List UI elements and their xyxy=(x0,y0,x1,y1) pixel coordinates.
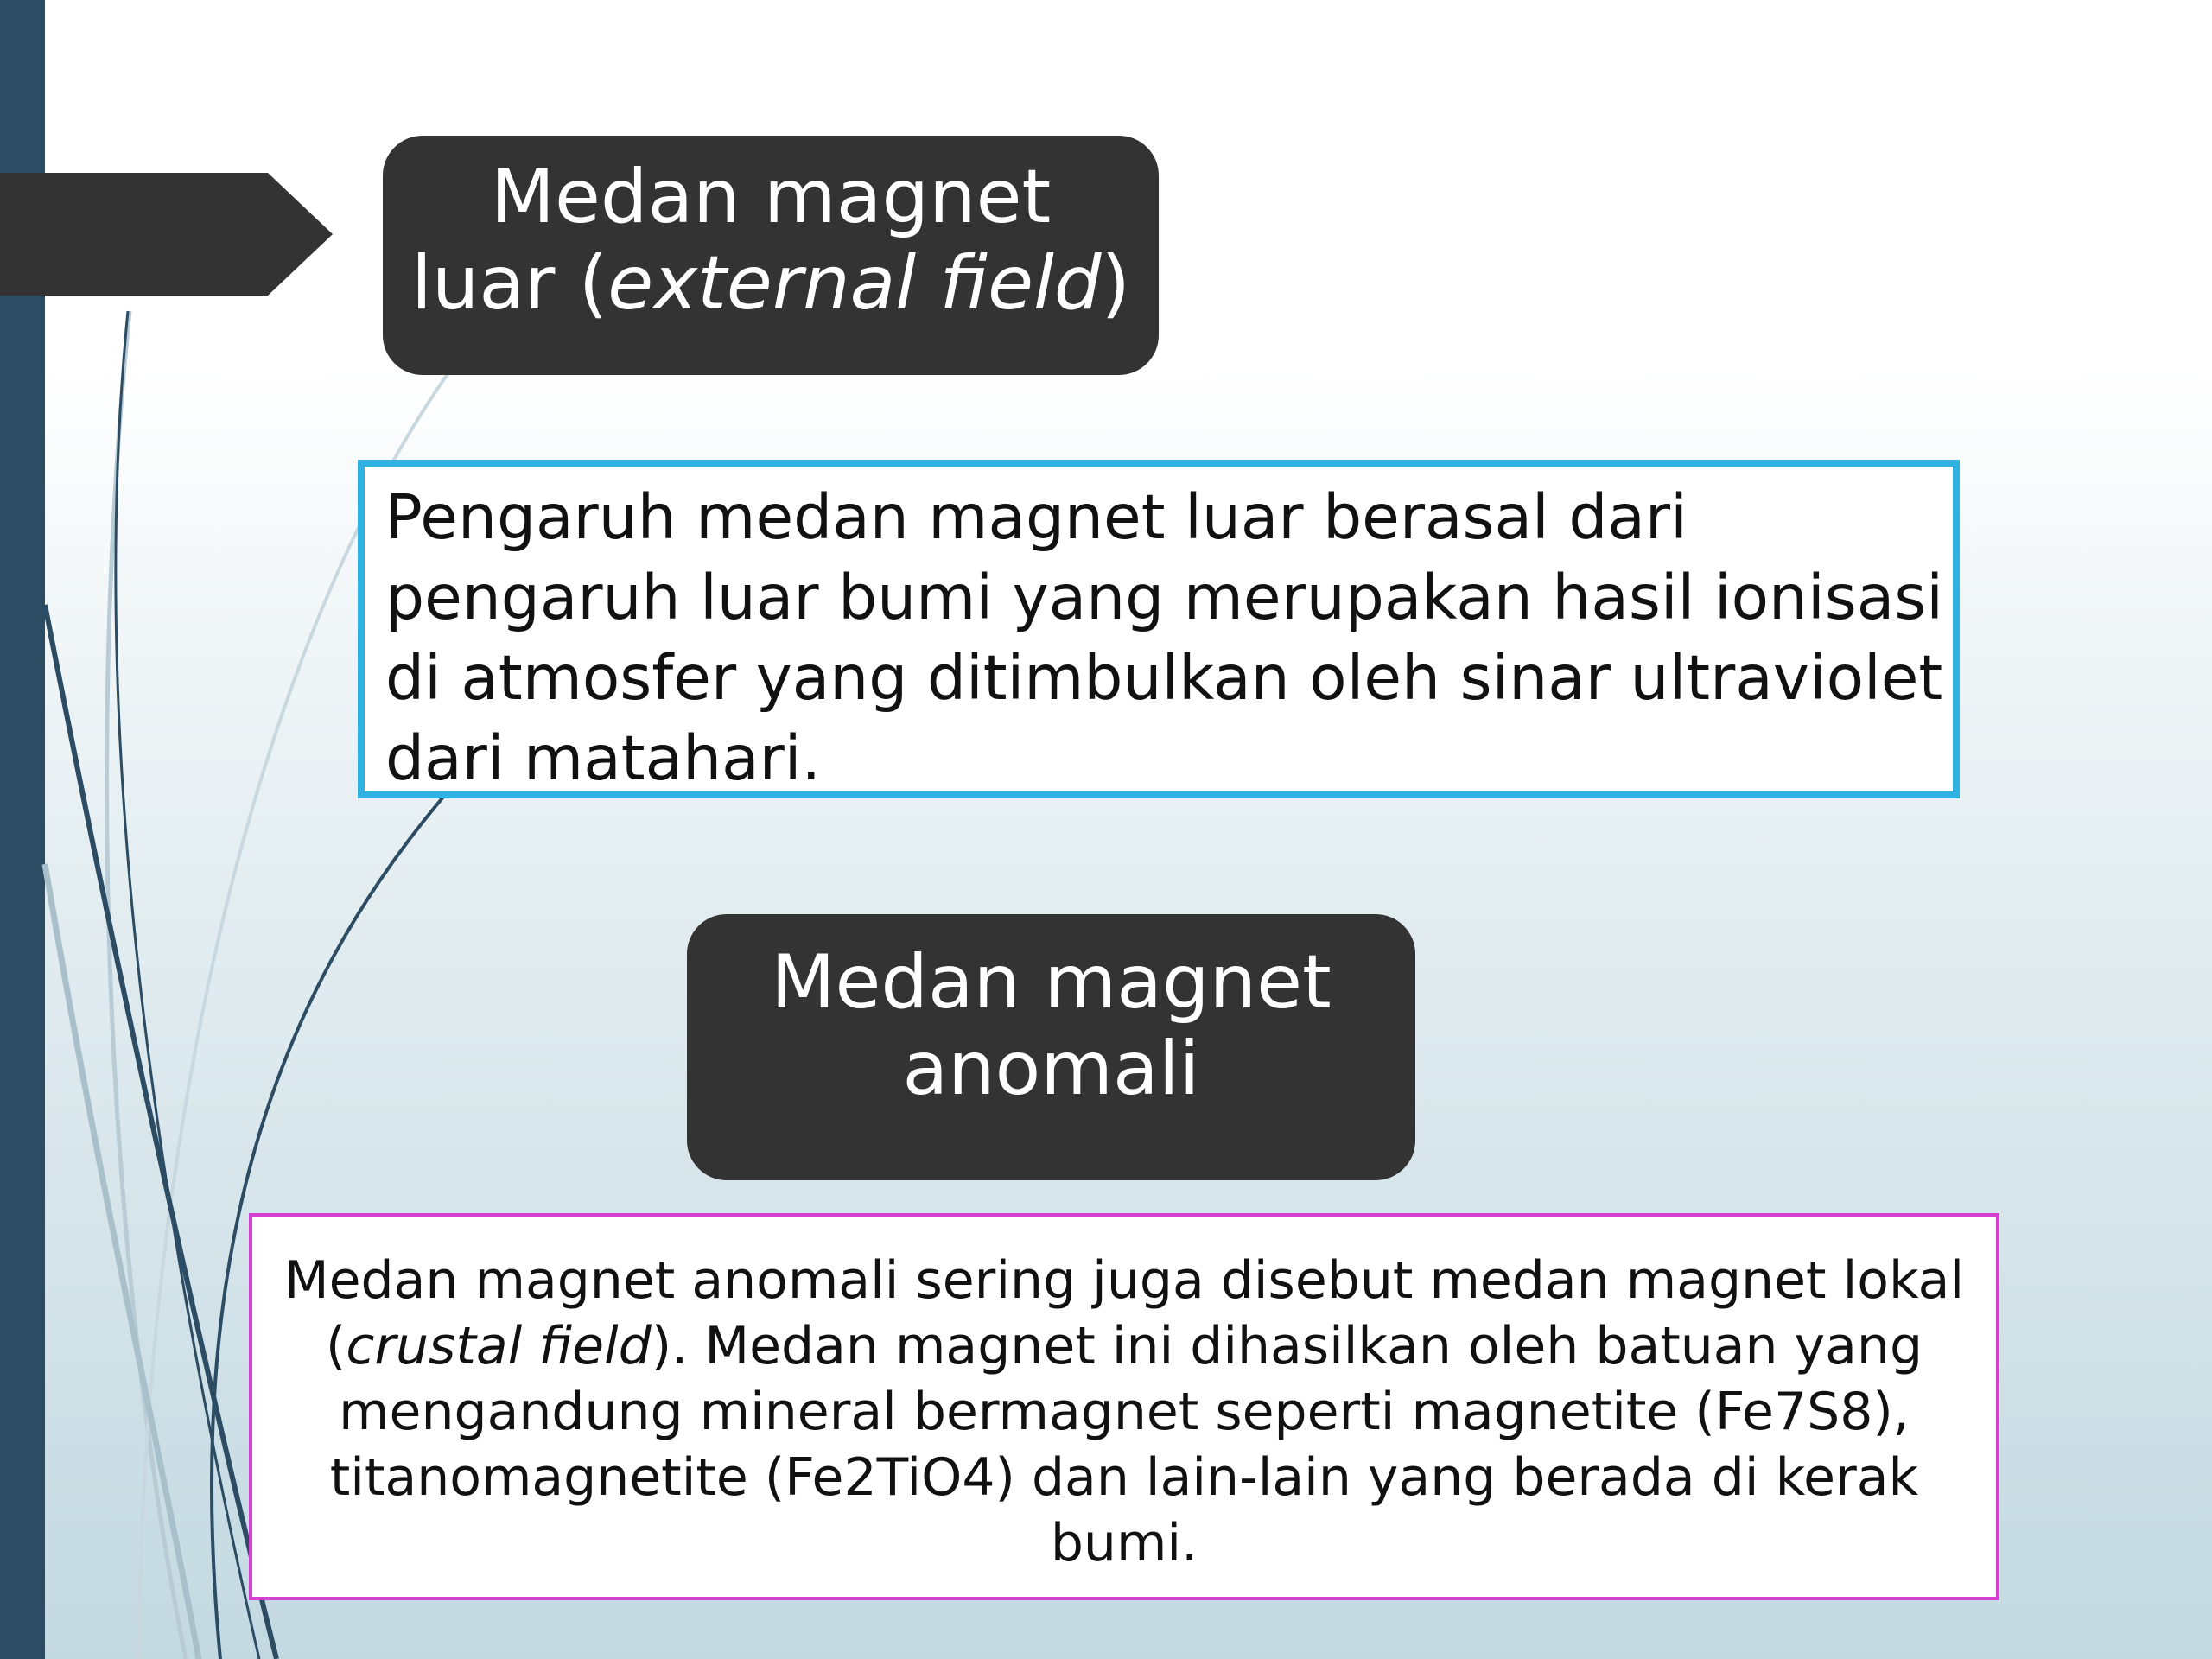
curve-dark-3 xyxy=(116,311,259,1659)
heading-external-field xyxy=(383,136,1159,375)
heading-external-line1: Medan magnet xyxy=(490,153,1052,240)
heading-anomaly-line2: anomali xyxy=(902,1026,1200,1112)
external-field-text: Pengaruh medan magnet luar berasal dari pengaruh luar bumi yang merupakan hasil ionisasi di atmosfer yang ditimbulkan oleh sinar ultraviolet dari matahari. xyxy=(385,481,1943,794)
arrow-tab-shape xyxy=(0,173,333,296)
curve-dark-1 xyxy=(45,605,276,1659)
heading-external-prefix: luar ( xyxy=(410,239,608,327)
anomaly-text-italic: crustal field xyxy=(346,1316,652,1376)
anomaly-field-description xyxy=(249,1213,1999,1600)
heading-anomaly-field xyxy=(687,914,1415,1180)
anomaly-text-part2: ). Medan magnet ini dihasilkan oleh batuan yang mengandung mineral bermagnet seperti magnetite (Fe7S8), titanomagnetite (Fe2TiO4) dan lain-lain yang berada di kerak bumi. xyxy=(329,1316,1923,1573)
heading-external-suffix: ) xyxy=(1101,239,1131,327)
anomaly-text-part1: Medan magnet anomali sering juga disebut medan magnet lokal ( xyxy=(283,1250,1965,1376)
heading-external-italic: external field xyxy=(607,239,1102,327)
external-field-description xyxy=(358,460,1960,798)
heading-anomaly-line1: Medan magnet xyxy=(771,939,1332,1026)
heading-external-line2 xyxy=(411,240,1130,327)
